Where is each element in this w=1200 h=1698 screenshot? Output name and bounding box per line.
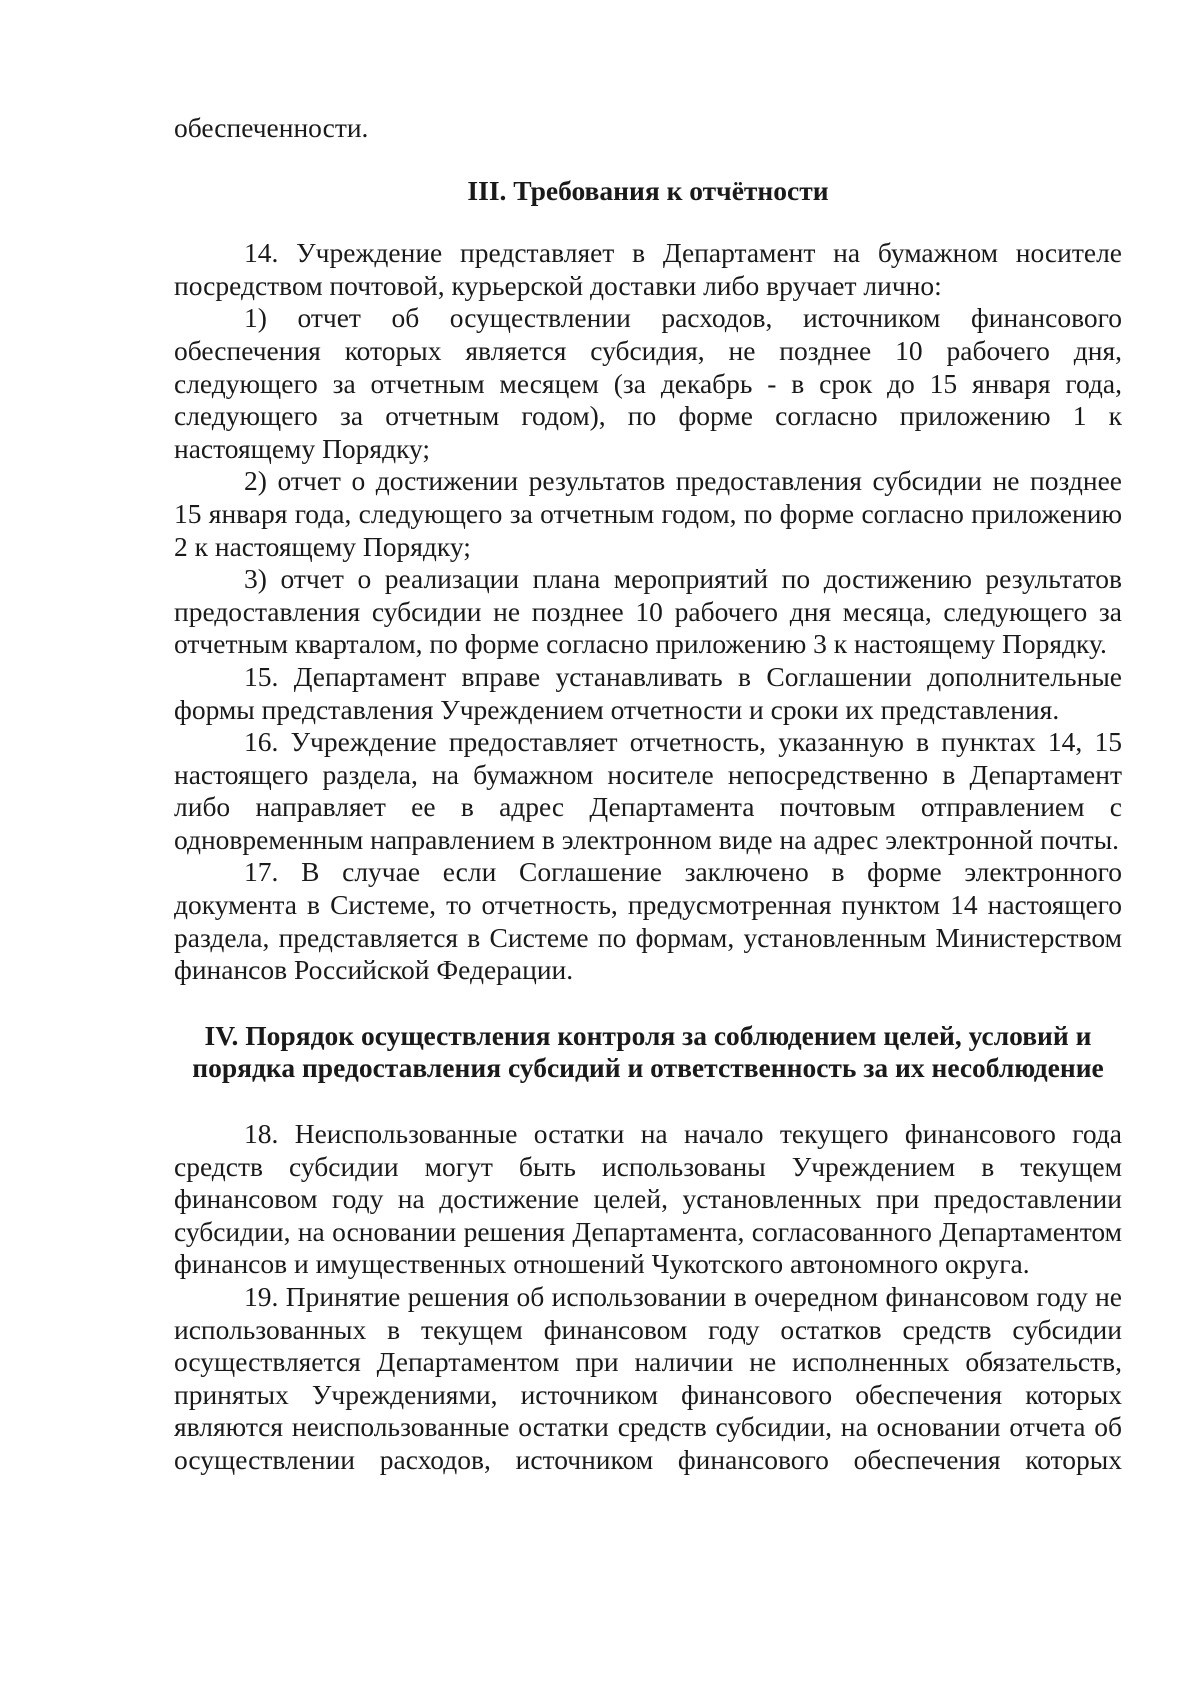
paragraph-15: 15. Департамент вправе устанавливать в Соглашении дополнительные формы представления Учреждением отчетности и сроки их представления.: [174, 660, 1122, 725]
paragraph-14-item-1: 1) отчет об осуществлении расходов, источником финансового обеспечения которых является субсидия, не позднее 10 рабочего дня, следующего за отчетным месяцем (за декабрь - в срок до 15 января года, следующего за отчетным годом), по форме согласно приложению 1 к настоящему Порядку;: [174, 302, 1122, 464]
lead-fragment: обеспеченности.: [174, 112, 369, 143]
section-4-heading: [174, 1020, 1122, 1085]
paragraph-16: 16. Учреждение предоставляет отчетность, указанную в пунктах 14, 15 настоящего раздела, на бумажном носителе непосредственно в Департамент либо направляет ее в адрес Департамента почтовым отправлением с одновременным направлением в электронном виде на адрес электронной почты.: [174, 726, 1122, 855]
section-4-heading-line-2: порядка предоставления субсидий и ответственность за их несоблюдение: [192, 1052, 1104, 1084]
paragraph-14-item-3: 3) отчет о реализации плана мероприятий по достижению результатов предоставления субсидии не позднее 10 рабочего дня месяца, следующего за отчетным кварталом, по форме согласно приложению 3 к настоящему Порядку.: [174, 563, 1122, 660]
paragraph-17: 17. В случае если Соглашение заключено в форме электронного документа в Системе, то отчетность, предусмотренная пунктом 14 настоящего раздела, представляется в Системе по формам, установленным Министерством финансов Российской Федерации.: [174, 856, 1122, 986]
paragraph-19: 19. Принятие решения об использовании в очередном финансовом году не использованных в текущем финансовом году остатков средств субсидии осуществляется Департаментом при наличии не исполненных обязательств, принятых Учреждениями, источником финансового обеспечения которых являются неиспользованные остатки средств субсидии, на основании отчета об осуществлении расходов, источником финансового обеспечения которых: [174, 1281, 1122, 1475]
paragraph-18: 18. Неиспользованные остатки на начало текущего финансового года средств субсидии могут быть использованы Учреждением в текущем финансовом году на достижение целей, установленных при предоставлении субсидии, на основании решения Департамента, согласованного Департаментом финансов и имущественных отношений Чукотского автономного округа.: [174, 1118, 1122, 1280]
section-4-heading-line-1: IV. Порядок осуществления контроля за соблюдением целей, условий и: [204, 1019, 1092, 1051]
paragraph-14: 14. Учреждение представляет в Департамент на бумажном носителе посредством почтовой, курьерской доставки либо вручает лично:: [174, 237, 1122, 301]
paragraph-14-item-2: 2) отчет о достижении результатов предоставления субсидии не позднее 15 января года, следующего за отчетным годом, по форме согласно приложению 2 к настоящему Порядку;: [174, 465, 1122, 562]
document-page: [174, 112, 1122, 1477]
section-3-heading: III. Требования к отчётности: [467, 174, 829, 206]
